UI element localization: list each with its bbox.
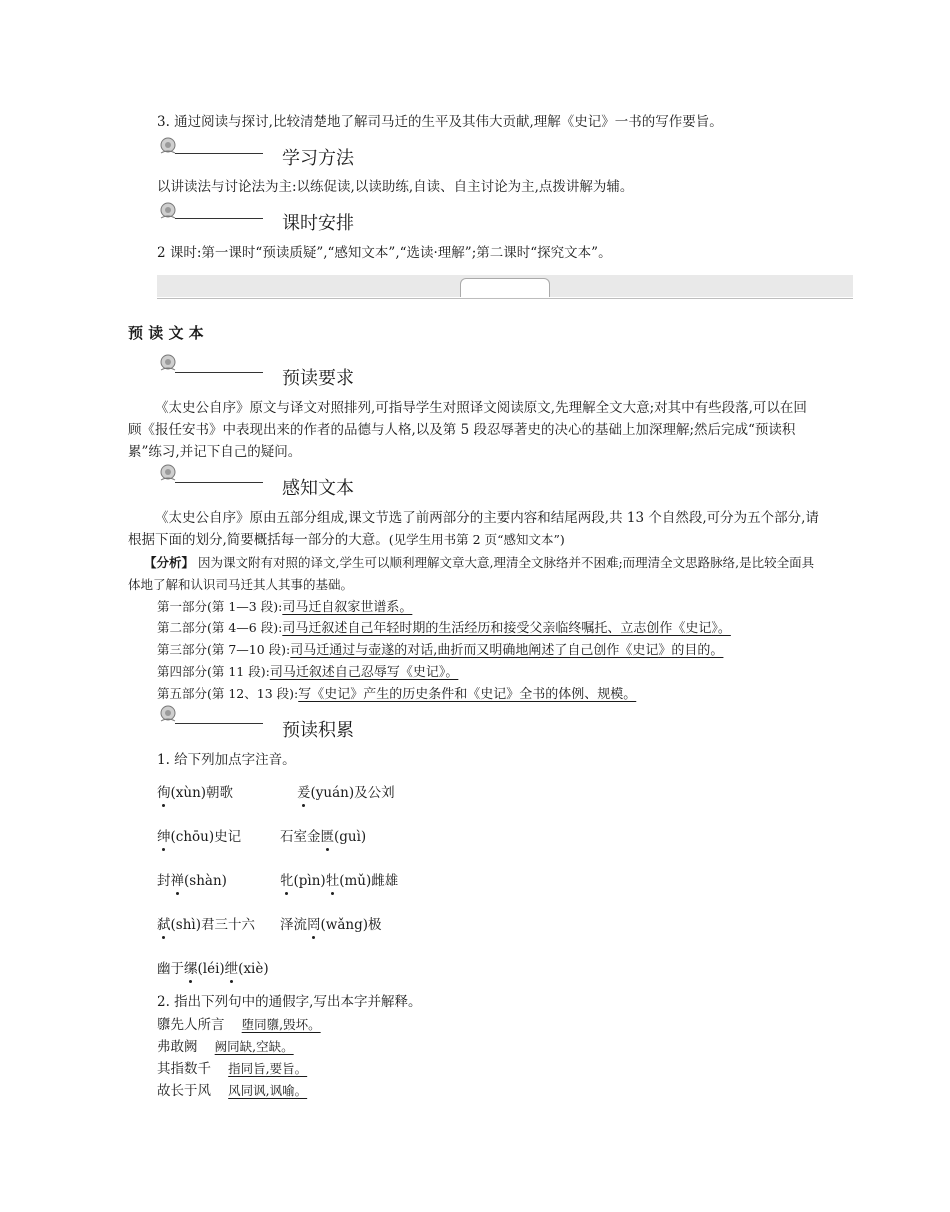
schedule-text: 2 课时:第一课时“预读质疑”,“感知文本”,“选读·理解”;第二课时“探究文本”。 (157, 245, 612, 261)
divider-tab (460, 278, 550, 297)
preread-heading: 预 读 文 本 (128, 324, 204, 342)
tongjia-answer: 阙同缺,空缺。 (214, 1039, 294, 1054)
question-2: 2. 指出下列句中的通假字,写出本字并解释。 (157, 994, 422, 1010)
pinyin-item: 弑(shì)君三十六 (157, 913, 255, 933)
tongjia-item (157, 1081, 307, 1101)
part-answer: 司马迁叙述自己年轻时期的生活经历和接受父亲临终嘱托、立志创作《史记》。 (282, 621, 731, 636)
pinyin-item: 石室金匮(guì) (280, 825, 366, 845)
part-2 (157, 618, 731, 639)
tongjia-item (157, 1059, 307, 1079)
part-label: 第五部分(第 12、13 段): (157, 686, 299, 701)
analysis-block (128, 552, 820, 596)
section-rule (175, 723, 263, 724)
pinyin-item: 牝(pìn)牡(mǔ)雌雄 (280, 869, 398, 889)
pinyin-item: 泽流罔(wǎng)极 (280, 913, 381, 933)
section-title-perceive: 感知文本 (282, 478, 354, 499)
section-title-methods: 学习方法 (282, 148, 354, 169)
part-label: 第四部分(第 11 段): (157, 664, 270, 679)
tongjia-item (157, 1015, 321, 1035)
analysis-label: 【分析】 (144, 555, 195, 570)
pinyin-item: 徇(xùn)朝歌 (157, 781, 233, 801)
tongjia-answer: 风同讽,讽喻。 (228, 1083, 308, 1098)
part-answer: 司马迁通过与壶遂的对话,曲折而又明确地阐述了自己创作《史记》的目的。 (290, 643, 724, 658)
section-rule (175, 482, 263, 483)
objective-item-3: 3. 通过阅读与探讨,比较清楚地了解司马迁的生平及其伟大贡献,理解《史记》一书的写作要旨。 (157, 114, 723, 130)
methods-text: 以讲读法与讨论法为主:以练促读,以读助练,自读、自主讨论为主,点拨讲解为辅。 (157, 179, 634, 195)
section-rule (175, 372, 263, 373)
part-3 (157, 640, 723, 661)
part-4 (157, 662, 458, 683)
question-1: 1. 给下列加点字注音。 (157, 752, 296, 768)
part-5 (157, 684, 636, 705)
flower-icon (157, 462, 179, 484)
requirements-text (128, 397, 820, 463)
tongjia-answer: 指同旨,要旨。 (228, 1061, 308, 1076)
flower-icon (157, 352, 179, 374)
tongjia-answer: 堕同隳,毁坏。 (241, 1017, 321, 1032)
section-title-requirements: 预读要求 (282, 368, 354, 389)
part-answer: 写《史记》产生的历史条件和《史记》全书的体例、规模。 (298, 687, 637, 702)
section-title-accumulate: 预读积累 (282, 720, 354, 741)
section-title-schedule: 课时安排 (282, 213, 354, 234)
perceive-body: 《太史公自序》原由五部分组成,课文节选了前两部分的主要内容和结尾两段,共 13 个自然段,可分为五个部分,请根据下面的划分,简要概括每一部分的大意。 (128, 510, 819, 548)
divider-line (157, 298, 853, 299)
part-answer: 司马迁自叙家世谱系。 (282, 600, 413, 615)
tongjia-phrase: 隳先人所言 (157, 1017, 225, 1033)
perceive-text (128, 507, 820, 551)
pinyin-item: 绅(chōu)史记 (157, 825, 241, 845)
part-1 (157, 597, 412, 618)
pinyin-item: 爰(yuán)及公刘 (297, 781, 395, 801)
tongjia-phrase: 其指数千 (157, 1061, 211, 1077)
part-label: 第一部分(第 1—3 段): (157, 599, 283, 614)
flower-icon (157, 703, 179, 725)
analysis-text: 因为课文附有对照的译文,学生可以顺利理解文章大意,理清全文脉络并不困难;而理清全文思路脉络,是比较全面具体地了解和认识司马迁其人其事的基础。 (128, 555, 815, 592)
part-answer: 司马迁叙述自己忍辱写《史记》。 (269, 665, 459, 680)
pinyin-item: 幽于缧(léi)绁(xiè) (157, 957, 269, 977)
perceive-note: (见学生用书第 2 页“感知文本”) (388, 532, 565, 547)
pinyin-item: 封禅(shàn) (157, 869, 227, 889)
section-rule (175, 153, 263, 154)
part-label: 第三部分(第 7—10 段): (157, 642, 291, 657)
requirements-body: 《太史公自序》原文与译文对照排列,可指导学生对照译文阅读原文,先理解全文大意;对其中有些段落,可以在回顾《报任安书》中表现出来的作者的品德与人格,以及第 5 段忍辱著史的决心的基础上加深理解;然后完成“预读积累”练习,并记下自己的疑问。 (128, 400, 807, 460)
part-label: 第二部分(第 4—6 段): (157, 620, 283, 635)
tongjia-item (157, 1037, 294, 1057)
tongjia-phrase: 弗敢阙 (157, 1039, 198, 1055)
section-rule (175, 218, 263, 219)
tongjia-phrase: 故长于风 (157, 1083, 211, 1099)
